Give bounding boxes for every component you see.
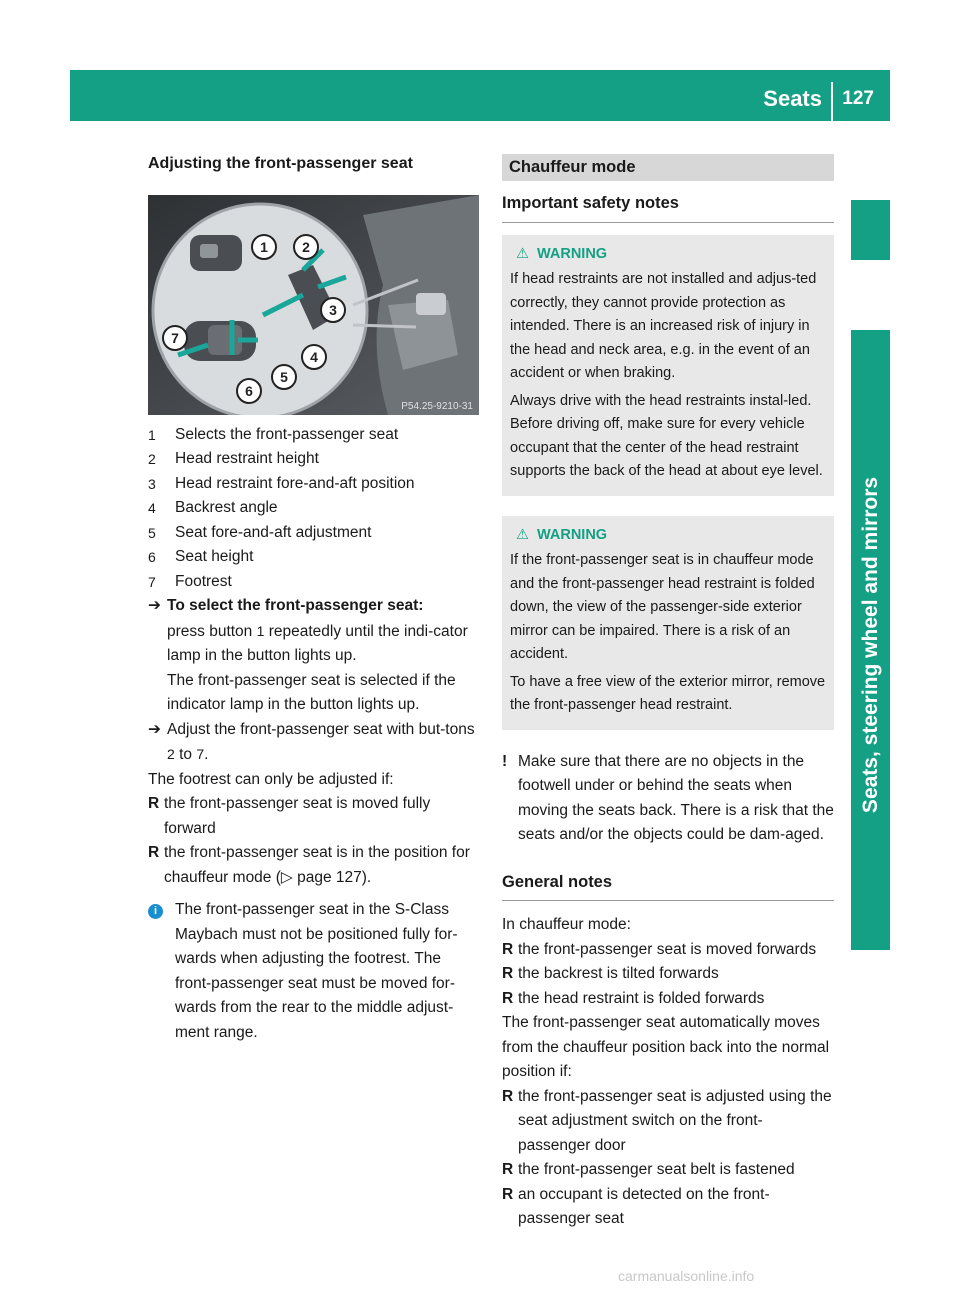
- figure-code: P54.25-9210-31: [401, 400, 473, 412]
- bullet-item: R the front-passenger seat is in the position for chauffeur mode (▷ page 127).: [148, 844, 470, 886]
- bullet-item: R the head restraint is folded forwards: [502, 989, 765, 1007]
- section-heading: Adjusting the front-passenger seat: [148, 155, 413, 172]
- legend-item: 2 Head restraint height: [148, 450, 319, 467]
- header-divider: [831, 82, 833, 121]
- bullet-item: R the front-passenger seat belt is fastened: [502, 1161, 795, 1178]
- auto-text: The front-passenger seat automatically moves from the chauffeur position back into the normal position if:: [502, 1014, 830, 1080]
- callout-5: 5: [280, 368, 288, 385]
- legend-item: 5 Seat fore-and-aft adjustment: [148, 523, 372, 541]
- legend-item: 3 Head restraint fore-and-aft position: [148, 474, 415, 492]
- legend-list: [148, 423, 478, 595]
- caution-note: ! Make sure that there are no objects in the footwell under or behind the seats when moving the seats back. There is a risk that the seats and/or the objects could be dam-aged.: [502, 750, 834, 848]
- step-adjust-seat: ➔ Adjust the front-passenger seat with but-tons 2 to 7.: [148, 718, 478, 768]
- warning-icon: ⚠: [516, 245, 529, 262]
- legend-item: 4 Backrest angle: [148, 499, 278, 516]
- safety-heading: Important safety notes: [502, 191, 834, 223]
- seat-controls-figure: [148, 195, 479, 415]
- step-select-seat: ➔ To select the front-passenger seat: press button 1 repeatedly until the indi-cator lamp in the button lights up. The front-passenger seat is selected if the indicator lamp in the button lights up.: [148, 594, 478, 718]
- page-number: 127: [842, 88, 874, 109]
- bullet-item: R the backrest is tilted forwards: [502, 965, 719, 982]
- general-heading: General notes: [502, 870, 834, 902]
- legend-item: 1 Selects the front-passenger seat: [148, 425, 399, 443]
- callout-4: 4: [310, 348, 318, 365]
- side-tab-end: [851, 950, 890, 1220]
- page-title: Seats: [763, 86, 822, 111]
- bullet-item: R the front-passenger seat is moved fully forward: [148, 795, 431, 837]
- legend-item: 7 Footrest: [148, 572, 232, 590]
- footrest-intro: The footrest can only be adjusted if:: [148, 770, 394, 788]
- warning-box: ⚠ WARNING If the front-passenger seat is in chauffeur mode and the front-passenger head restraint is folded down, the view of the passenger-side exterior mirror can be impaired. There is a risk of an accident. To have a free view of the exterior mirror, remove the front-passenger head restraint.: [502, 516, 834, 730]
- callout-1: 1: [260, 238, 268, 255]
- seat-controls-illustration: [148, 195, 479, 415]
- general-intro: In chauffeur mode:: [502, 916, 631, 933]
- bullet-item: R the front-passenger seat is moved forwards: [502, 940, 817, 958]
- warning-icon: ⚠: [516, 526, 529, 543]
- warning-box: ⚠ WARNING If head restraints are not installed and adjus-ted correctly, they cannot provide protection as intended. There is an increased risk of injury in the head and neck area, e.g. in the event of an accident or when braking. Always drive with the head restraints instal-led. Before driving off, make sure for every vehicle occupant that the center of the head restraint supports the back of the head at about eye level.: [502, 235, 834, 496]
- callout-6: 6: [245, 382, 253, 399]
- info-note: i The front-passenger seat in the S-Class Maybach must not be positioned fully for-wards when adjusting the footrest. The front-passenger seat must be moved for-wards from the rear to the middle adjust-ment range.: [148, 898, 478, 1045]
- callout-3: 3: [329, 301, 337, 318]
- side-tab-gap: [851, 260, 890, 330]
- left-column: [148, 152, 478, 1045]
- step-arrow-icon: ➔: [148, 720, 161, 738]
- exclamation-icon: !: [502, 752, 508, 770]
- callout-2: 2: [302, 238, 310, 255]
- section-title: Chauffeur mode: [502, 154, 834, 181]
- info-icon: i: [148, 904, 163, 919]
- side-tab-label: Seats, steering wheel and mirrors: [858, 476, 882, 814]
- bullet-item: R an occupant is detected on the front-passenger seat: [502, 1185, 770, 1227]
- right-column: [502, 154, 834, 1232]
- header-bar: [70, 70, 890, 121]
- step-arrow-icon: ➔: [148, 597, 161, 614]
- watermark: carmanualsonline.info: [618, 1268, 755, 1284]
- legend-item: 6 Seat height: [148, 548, 254, 565]
- bullet-item: R the front-passenger seat is adjusted using the seat adjustment switch on the front-passenger door: [502, 1087, 832, 1154]
- callout-7: 7: [171, 329, 179, 346]
